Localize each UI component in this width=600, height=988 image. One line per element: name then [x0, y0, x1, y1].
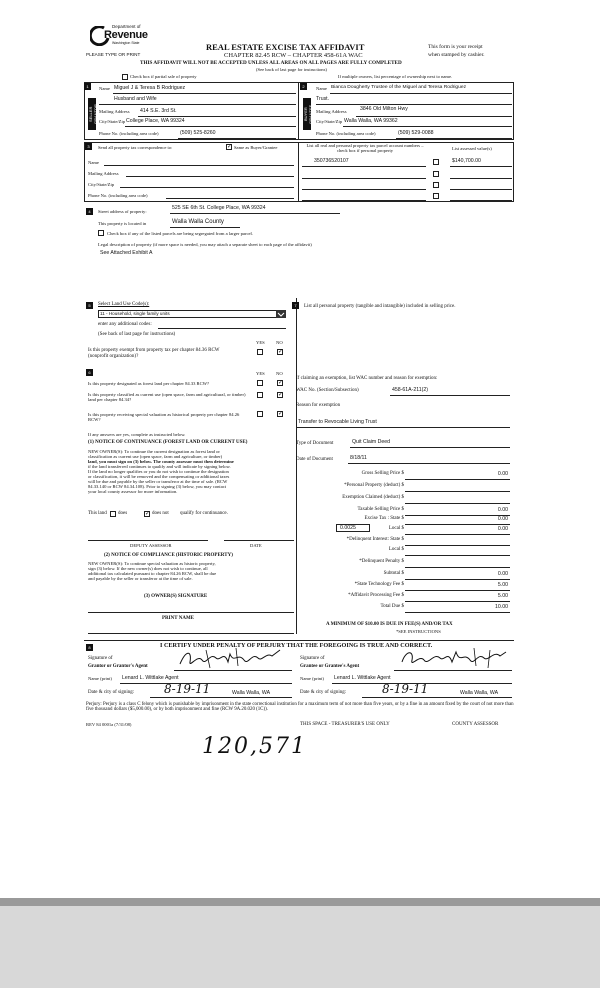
partial-sale-checkbox[interactable]: [122, 74, 128, 80]
seller-mailing-label: Mailing Address: [99, 109, 130, 114]
land-does-checkbox[interactable]: [110, 511, 116, 517]
section-4-badge: 4: [86, 208, 93, 215]
doc-type-label: Type of Document: [296, 441, 334, 446]
rev-number: REV 84 0001a (7/31/08): [86, 722, 132, 727]
seller-mailing[interactable]: 414 S.E. 3rd St.: [140, 108, 177, 114]
notice1-line: if the land transferred continues to qualify and will indicate by signing below.: [88, 464, 231, 470]
if-yes-note: If any answers are yes, complete as instructed below.: [88, 432, 186, 437]
sec6-no-header: NO: [276, 371, 283, 376]
buyer-name-2[interactable]: Trust.: [316, 96, 330, 102]
sec3-city-label: City/State/Zip: [88, 182, 115, 187]
additional-codes-label: enter any additional codes:: [98, 322, 152, 327]
section-8-badge: 8: [86, 644, 93, 651]
buyer-name-label: Name: [316, 86, 327, 91]
section-7-badge: 7: [292, 302, 299, 309]
buyer-phone-label: Phone No. (including area code): [316, 131, 376, 136]
buyer-phone[interactable]: (509) 529-0088: [398, 130, 434, 136]
sec5-no-header: NO: [276, 340, 283, 345]
tax-row-label: Subtotal $: [383, 571, 404, 576]
grantee-print-label: Name (print): [300, 676, 324, 681]
handwritten-number: 120,571: [202, 734, 307, 759]
street-address[interactable]: 525 SE 6th St. College Place, WA 99324: [172, 205, 266, 211]
segregated-checkbox[interactable]: [98, 230, 104, 236]
grantor-print-name[interactable]: Lenard L. Wittlake Agent: [122, 675, 179, 681]
tax-row-value[interactable]: 5.00: [497, 593, 508, 599]
minimum-note: A MINIMUM OF $10.00 IS DUE IN FEE(S) AND/OR TAX: [326, 622, 453, 627]
notice1-line: NEW OWNER(S): To continue the current designation as forest land or: [88, 449, 220, 454]
sec3-phone-label: Phone No. (including area code): [88, 193, 148, 198]
grantee-sig-label-1: Signature of: [300, 656, 325, 661]
form-warning: THIS AFFIDAVIT WILL NOT BE ACCEPTED UNLESS ALL AREAS ON ALL PAGES ARE FULLY COMPLETED: [140, 60, 402, 66]
reason-value[interactable]: Transfer to Revocable Living Trust: [298, 419, 377, 425]
notice2-line: and payable by the seller or transferor at the time of sale.: [88, 576, 193, 582]
land-use-value: 11 - Household, single family units: [100, 311, 170, 316]
grantor-print-label: Name (print): [88, 676, 112, 681]
brand-top: Department of: [112, 24, 141, 29]
segregated-label: Check box if any of the listed parcels are being segregated from a larger parcel.: [107, 231, 253, 236]
sec6-yes-header: YES: [256, 371, 265, 376]
notice2-line: additional tax calculated pursuant to chapter 84.26 RCW, shall be due: [88, 571, 217, 577]
seller-phone[interactable]: (509) 525-8260: [180, 130, 216, 136]
tax-row-label: *Delinquent Penalty $: [359, 559, 404, 564]
form-title: REAL ESTATE EXCISE TAX AFFIDAVIT: [206, 42, 365, 52]
sec3-name-label: Name: [88, 160, 99, 165]
this-land-label: This land: [88, 511, 107, 516]
section-5-badge: 5: [86, 302, 93, 309]
tax-row-value[interactable]: 0.00: [497, 571, 508, 577]
notice1-line: classification as current use (open space, farm and agriculture, or timber): [88, 454, 223, 460]
located-county[interactable]: Walla Walla County: [172, 219, 224, 225]
grantor-signature: [176, 646, 286, 672]
personal-property-checkbox-2[interactable]: [433, 171, 439, 177]
tax-row-label: *Affidavit Processing Fee $: [348, 593, 404, 598]
receipt-note-2: when stamped by cashier.: [428, 52, 485, 58]
wac-value[interactable]: 458-61A-211(2): [392, 387, 428, 393]
seller-city[interactable]: College Place, WA 99324: [126, 118, 185, 124]
current-use-question: Is this property classified as current use (open space, farm and agricultural, or timber) land per chapter 84.34?: [88, 392, 246, 403]
legal-description-label: Legal description of property (if more space is needed, you may attach a separate sheet to each page of the affidavit): [98, 242, 312, 247]
treasurer-label: THIS SPACE - TREASURER'S USE ONLY: [300, 722, 390, 727]
send-correspondence-label: Send all property tax correspondence to:: [98, 145, 173, 150]
notice1-line: If the land no longer qualifies or you do not wish to continue the designation: [88, 469, 229, 475]
land-use-dropdown-icon[interactable]: [276, 310, 286, 318]
personal-property-label: List all personal property (tangible and intangible) included in selling price.: [304, 304, 456, 309]
seller-name[interactable]: Miguel J & Teresa B Rodriguez: [114, 85, 186, 91]
grantor-city[interactable]: Walla Walla, WA: [232, 690, 271, 696]
print-name-label: PRINT NAME: [162, 616, 194, 621]
personal-property-checkbox-1[interactable]: [433, 159, 439, 165]
tax-row-label: Taxable Selling Price $: [357, 507, 404, 512]
grantee-sig-label-2: Grantee or Grantee's Agent: [300, 664, 360, 669]
grantor-sig-label-1: Signature of: [88, 656, 113, 661]
partial-sale-label: Check box if partial sale of property: [130, 74, 197, 79]
see-back-note: (See back of last page for instructions): [256, 67, 327, 72]
tax-row-value[interactable]: 0.00: [497, 526, 508, 532]
tax-row-label: Local $: [388, 526, 404, 531]
form-chapter: CHAPTER 82.45 RCW – CHAPTER 458-61A WAC: [224, 52, 363, 59]
seller-name-label: Name: [99, 86, 110, 91]
tax-row-label: *Delinquent Interest: State $: [346, 537, 404, 542]
notice-compliance-title: (2) NOTICE OF COMPLIANCE (HISTORIC PROPERTY): [104, 553, 233, 558]
tax-row-label: Exemption Claimed (deduct) $: [342, 495, 404, 500]
seller-city-label: City/State/Zip: [99, 119, 126, 124]
notice2-line: sign (3) below. If the new owner(s) does not wish to continue, all: [88, 566, 208, 572]
buyer-city[interactable]: Walla Walla, WA 99362: [344, 118, 398, 124]
grantor-sig-label-2: Grantor or Grantor's Agent: [88, 664, 148, 669]
street-label: Street address of property:: [98, 209, 147, 214]
grantor-date[interactable]: 8-19-11: [164, 682, 211, 696]
personal-property-checkbox-4[interactable]: [433, 193, 439, 199]
tax-row-label: *Personal Property (deduct) $: [344, 483, 404, 488]
notice1-line: your local county assessor for more information.: [88, 489, 178, 495]
grantee-date[interactable]: 8-19-11: [382, 682, 429, 696]
legal-description[interactable]: See Attached Exhibit A: [100, 250, 153, 256]
scan-margin: [0, 898, 600, 988]
see-instructions-note: *SEE INSTRUCTIONS: [396, 629, 441, 634]
personal-property-checkbox-3[interactable]: [433, 182, 439, 188]
assessed-value[interactable]: $140,700.00: [452, 158, 481, 164]
deputy-date-label: DATE: [250, 543, 262, 548]
tax-row-label: Total Due $: [380, 604, 404, 609]
historic-question: Is this property receiving special valuation as historical property per chapter 84.26 RCW?: [88, 412, 240, 423]
land-does-not-checkbox[interactable]: [144, 511, 150, 517]
assessor-label: COUNTY ASSESSOR: [452, 722, 499, 727]
forest-land-question: Is this property designated as forest land per chapter 84.33 RCW?: [88, 381, 210, 386]
wac-label: WAC No. (Section/Subsection): [296, 388, 359, 393]
tax-row-value[interactable]: 5.00: [497, 582, 508, 588]
owner-signature-label: (3) OWNER(S) SIGNATURE: [144, 594, 208, 599]
doc-date-label: Date of Document: [296, 457, 333, 462]
land-use-label: Select Land Use Code(s):: [98, 302, 150, 307]
parcel-number[interactable]: 350736520107: [314, 158, 349, 164]
sec5-yes-header: YES: [256, 340, 265, 345]
notice-continuance-title: (1) NOTICE OF CONTINUANCE (FOREST LAND OR CURRENT USE): [88, 440, 248, 445]
seller-phone-label: Phone No. (including area code): [99, 131, 159, 136]
buyer-mailing[interactable]: 3846 Old Milton Hwy: [360, 106, 408, 112]
exemption-label: If claiming an exemption, list WAC number and reason for exemption:: [296, 376, 438, 381]
notice2-line: NEW OWNER(S): To continue special valuation as historic property,: [88, 561, 216, 566]
section-2-badge: 2: [300, 83, 307, 90]
section-1-badge: 1: [84, 83, 91, 90]
current-use-yes-checkbox[interactable]: [257, 392, 263, 398]
exempt-no-checkbox[interactable]: [277, 349, 283, 355]
notice1-line: or classification, it will be removed and the compensating or additional taxes: [88, 474, 230, 480]
grantee-date-label: Date & city of signing:: [300, 690, 347, 695]
grantee-print-name[interactable]: Lenard L. Wittlake Agent: [334, 675, 391, 681]
revenue-logo: [90, 24, 154, 50]
sec5-see-back: (See back of last page for instructions): [98, 332, 176, 337]
qualify-label: qualify for continuance.: [180, 511, 228, 516]
notice1-line: 84.33.140 or RCW 84.34.108). Prior to signing (3) below, you may contact: [88, 484, 227, 490]
tax-row-label: Excise Tax : State $: [364, 516, 404, 521]
current-use-no-checkbox[interactable]: [277, 392, 283, 398]
local-rate-value: 0.0025: [340, 525, 356, 531]
sec3-mailing-label: Mailing Address: [88, 171, 119, 176]
notice1-line: land, you must sign on (3) below. The county assessor must then determine: [88, 459, 234, 465]
tax-row-value[interactable]: 0.00: [497, 471, 508, 477]
tax-row-label: Local $: [388, 547, 404, 552]
grantor-date-label: Date & city of signing:: [88, 690, 135, 695]
grantee-signature: [398, 646, 510, 672]
deputy-assessor-label: DEPUTY ASSESSOR: [130, 543, 172, 548]
perjury-notice: Perjury: Perjury is a class C felony which is punishable by imprisonment in the state correctional institution for a maximum term of not more than five years, or by a fine in an amount fixed by the court of not more than five thousand dollars ($5,000.00), or by both imprisonment and fine (RCW 9A.20.020 (1C)).: [86, 702, 514, 713]
same-as-buyer-checkbox[interactable]: [226, 144, 232, 150]
doc-date-value[interactable]: 8/18/11: [350, 455, 367, 461]
receipt-note-1: This form is your receipt: [428, 44, 483, 50]
tax-row-value[interactable]: 0.00: [497, 507, 508, 513]
located-label: This property is located in: [98, 221, 147, 226]
section-6-badge: 6: [86, 369, 93, 376]
doc-type-value[interactable]: Quit Claim Deed: [352, 439, 391, 445]
buyer-city-label: City/State/Zip: [316, 119, 343, 124]
same-as-buyer-label: Same as Buyer/Grantee: [234, 145, 278, 150]
assessed-header: List assessed value(s): [452, 146, 492, 151]
certify-statement: I CERTIFY UNDER PENALTY OF PERJURY THAT THE FOREGOING IS TRUE AND CORRECT.: [160, 642, 433, 649]
reason-label: Reason for exemption: [296, 403, 341, 408]
historic-yes-checkbox[interactable]: [257, 411, 263, 417]
multiple-owners-note: If multiple owners, list percentage of ownership next to name.: [338, 74, 453, 79]
land-does-label: does: [118, 511, 128, 516]
exempt-question: Is this property exempt from property tax per chapter 84.36 RCW (nonprofit organization)?: [88, 348, 220, 359]
parcel-header: List all real and personal property tax parcel account numbers – check box if personal property: [306, 143, 424, 154]
buyer-name[interactable]: Bianca Dougherty Trustee of the Miguel and Teresa Rodriguez: [331, 85, 467, 90]
tax-row-label: *State Technology Fee $: [354, 582, 404, 587]
forest-no-checkbox[interactable]: [277, 380, 283, 386]
section-3-box: [84, 142, 514, 202]
brand-name: Revenue: [104, 29, 148, 41]
historic-no-checkbox[interactable]: [277, 411, 283, 417]
section-3-badge: 3: [85, 143, 92, 150]
please-type: PLEASE TYPE OR PRINT: [86, 52, 141, 57]
notice1-line: will be due and payable by the seller or transferor at the time of sale. (RCW: [88, 479, 228, 485]
exempt-yes-checkbox[interactable]: [257, 349, 263, 355]
forest-yes-checkbox[interactable]: [257, 380, 263, 386]
tax-row-value[interactable]: 0.00: [497, 516, 508, 522]
brand-sub: Washington State: [112, 41, 140, 45]
seller-side-label: SELLER GRANTOR: [88, 98, 96, 130]
seller-name-2[interactable]: Husband and Wife: [114, 96, 157, 102]
notice-continuance-body: [88, 449, 294, 494]
buyer-side-label: BUYER GRANTEE: [303, 98, 311, 130]
land-does-not-label: does not: [152, 511, 169, 516]
tax-row-label: Gross Selling Price $: [361, 471, 404, 476]
tax-row-value[interactable]: 10.00: [495, 604, 508, 610]
notice-compliance-body: [88, 561, 294, 581]
grantee-city[interactable]: Walla Walla, WA: [460, 690, 499, 696]
buyer-mailing-label: Mailing Address: [316, 109, 347, 114]
